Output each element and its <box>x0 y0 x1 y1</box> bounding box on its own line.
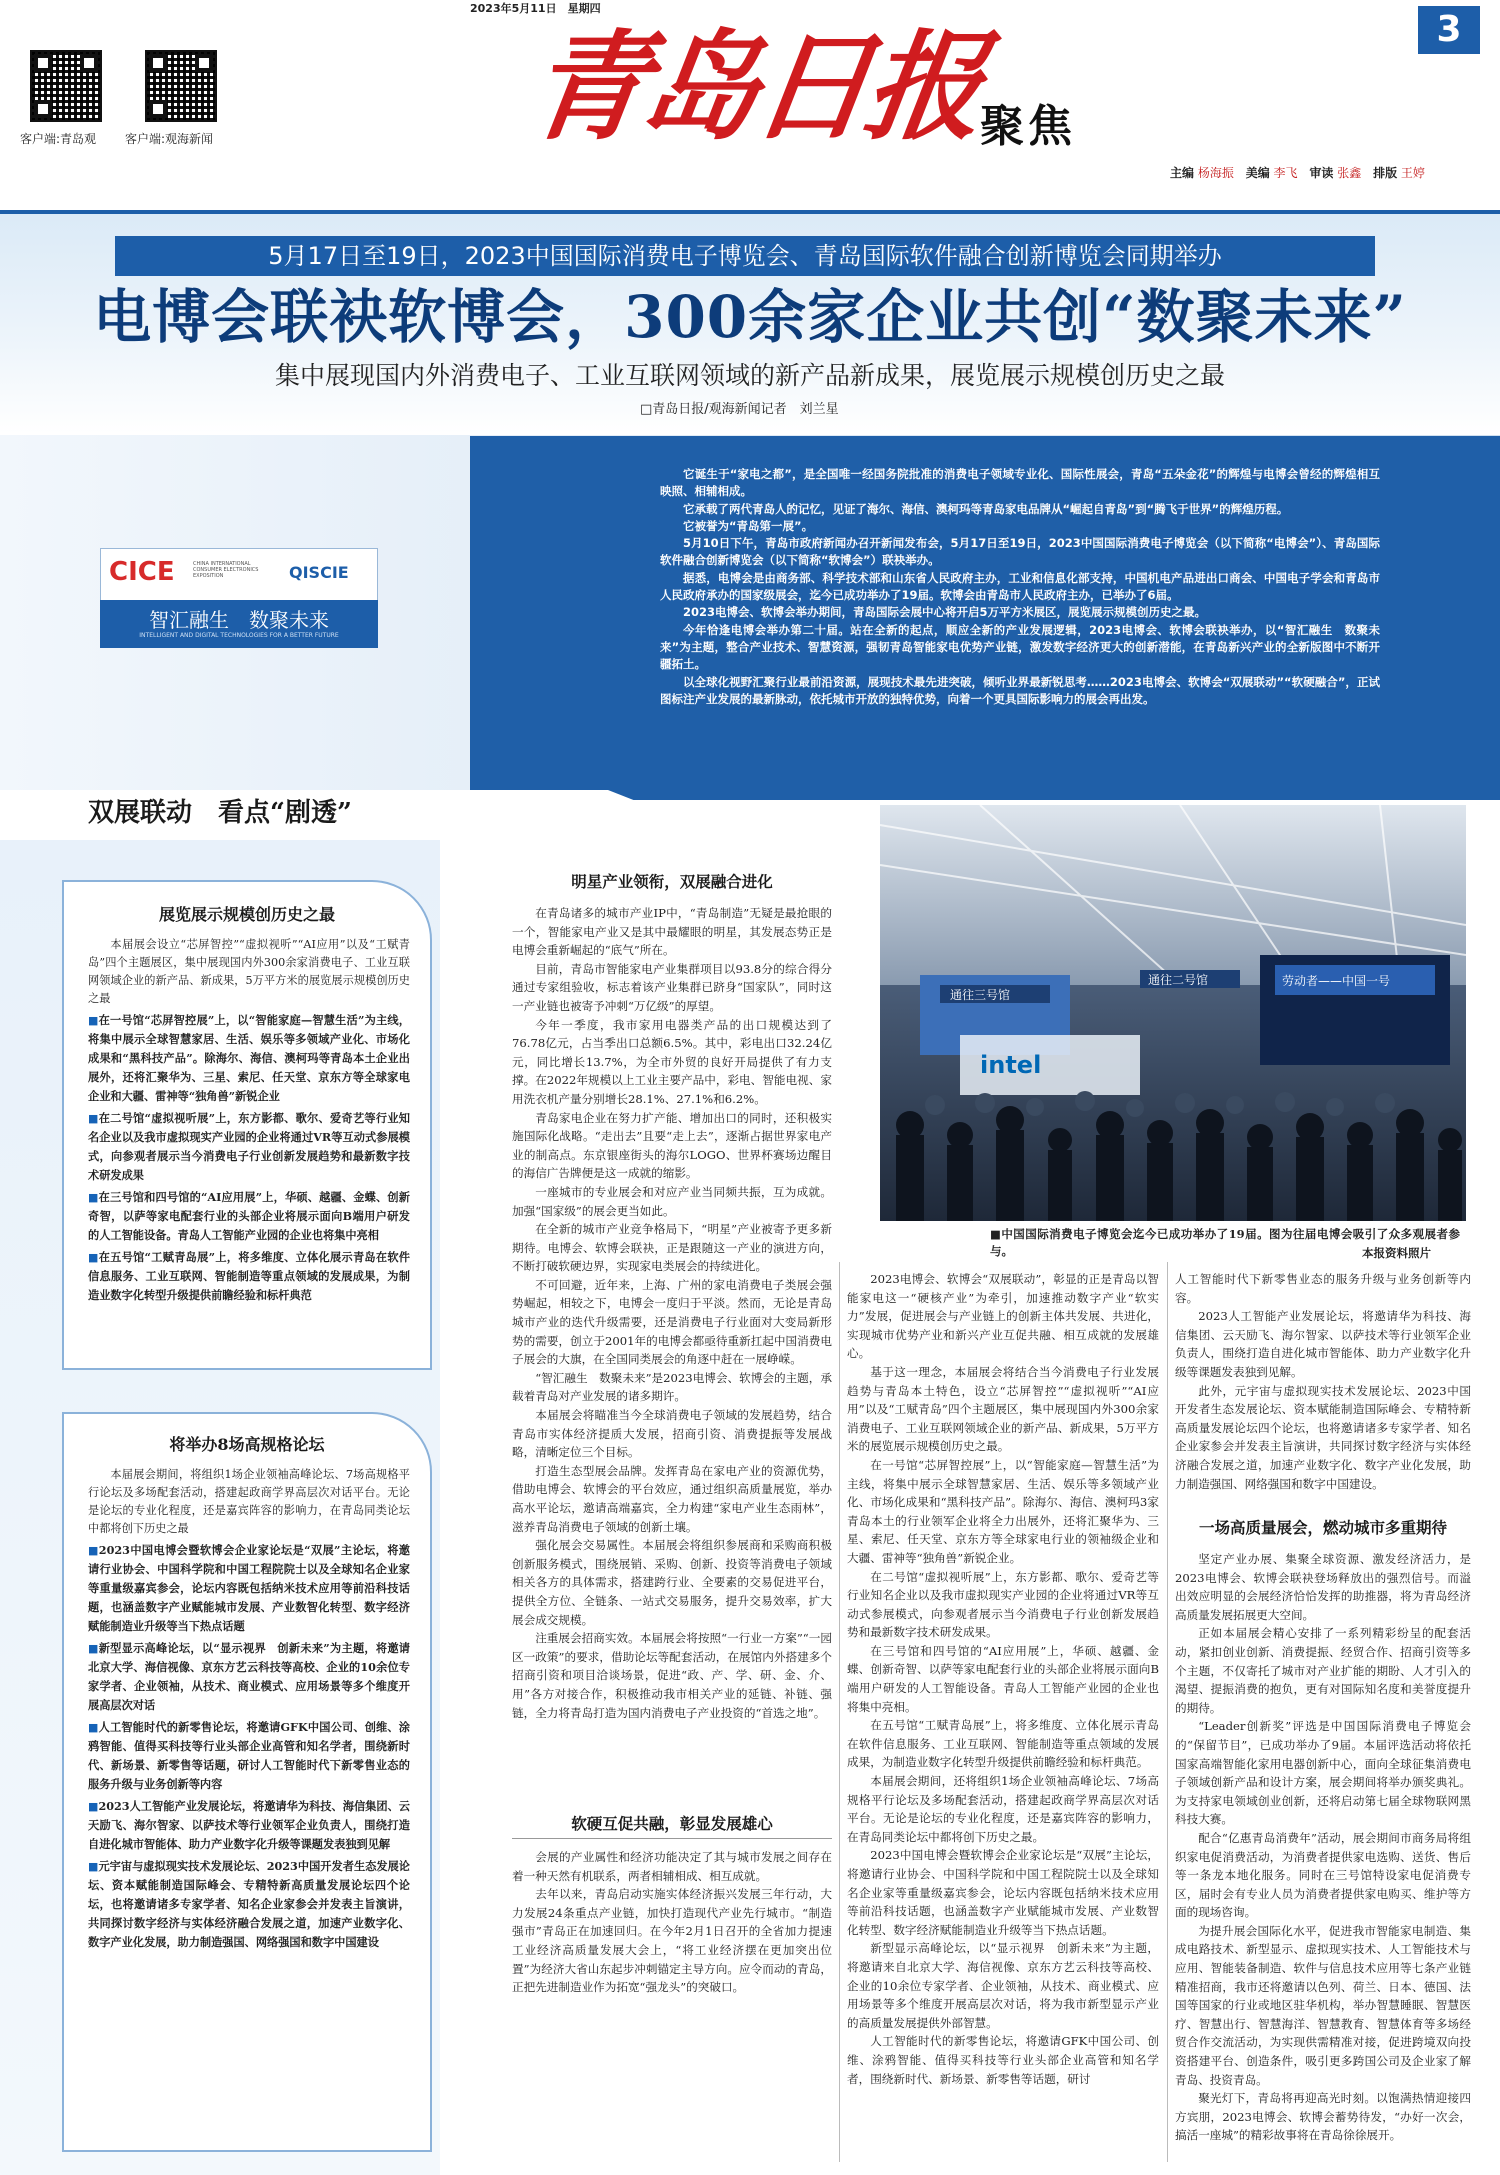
expo-slogan-card <box>100 600 378 648</box>
photo-credit: 本报资料照片 <box>1362 1246 1431 1260</box>
sidebar-box2-item: ■新型显示高峰论坛，以“显示视界 创新未来”为主题，将邀请北京大学、海信视像、京东方艺云科技等高校、企业的10余位专家学者、企业领袖，从技术、商业模式、应用场景等多个维度开展高层次对话 <box>88 1641 410 1712</box>
column-rule <box>1167 1262 1168 2162</box>
qr1-caption: 客户端:青岛观 <box>20 132 97 146</box>
headline: 电博会联袂软博会，300余家企业共创“数聚未来” <box>93 283 1407 351</box>
col3-body-a: 人工智能时代下新零售业态的服务升级与业务创新等内容。 2023人工智能产业发展论坛，将邀请华为科技、海信集团、云天励飞、海尔智家、以萨技术等行业领军企业负责人，围绕打造自进化城市智能体、助力产业数字化升级等课题发表独到见解。 此外，元宇宙与虚拟现实技术发展论坛、2023中国开发者生态发展论坛、资本赋能制造国际峰会、专精特新高质量发展论坛四个论坛，也将邀请诸多专家学者、知名企业家参会并发表主旨演讲，共同探讨数字经济与实体经济融合发展之道，加速产业数字化、数字产业化发展，助力制造强国、网络强国和数字中国建设。 <box>1175 1272 1471 1491</box>
col1-body: 在青岛诸多的城市产业IP中，“青岛制造”无疑是最抢眼的一个，智能家电产业又是其中最耀眼的明星，其发展态势正是电博会重新崛起的“底气”所在。 目前，青岛市智能家电产业集群项目以93.8分的综合得分通过专家组验收，标志着该产业集群已跻身“国家队”，同时这一产业链也被寄予冲刺“万亿级”的厚望。 今年一季度，我市家用电器类产品的出口规模达到了76.78亿元，占当季出口总额6.5%。其中，彩电出口32.24亿元，同比增长13.7%，为全市外贸的良好开局提供了有力支撑。在2022年规模以上工业主要产品中，彩电、智能电视、家用洗衣机产量分别增长28.1%、27.1%和6.2%。 青岛家电企业在努力扩产能、增加出口的同时，还积极实施国际化战略。“走出去”且要“走上去”，逐渐占据世界家电产业的制高点。东京银座街头的海尔LOGO、世界杯赛场边醒目的海信广告牌便是这一成就的缩影。 一座城市的专业展会和对应产业当同频共振，互为成就。加强“国家级”的展会更当如此。 在全新的城市产业竞争格局下，“明星”产业被寄予更多新期待。电博会、软博会联袂，正是跟随这一产业的演进方向，不断打破软硬边界，实现家电类展会的持续进化。 不可回避，近年来，上海、广州的家电消费电子类展会强势崛起，相较之下，电博会一度归于平淡。然而，无论是青岛城市产业的迭代升级需要，还是消费电子行业面对大变局新形势的需要，创立于2001年的电博会都亟待重新扛起中国消费电子展会的大旗，在全国同类展会的角逐中赶在一展峥嵘。 “智汇融生 数聚未来”是2023电博会、软博会的主题，承载着青岛对产业发展的诸多期许。 本届展会将瞄准当今全球消费电子领域的发展趋势，结合青岛市实体经济提质大发展，招商引资、消费提振等发展战略，清晰定位三个目标。 打造生态型展会品牌。发挥青岛在家电产业的资源优势，借助电博会、软博会的平台效应，通过组织高质量展览，举办高水平论坛，邀请高端嘉宾，全力构建“家电产业生态雨林”，滋养青岛消费电子领域的创新土壤。 强化展会交易属性。本届展会将组织参展商和采购商积极创新服务模式，围绕展销、采购、创新、投资等消费电子领域相关各方的具体需求，搭建跨行业、全要素的交易促进平台，提供全方位、全链条、一站式交易服务，提升交易效率，扩大展会成交规模。 注重展会招商实效。本届展会将按照“一行业一方案”“一园区一政策”的要求，借助论坛等配套活动，在展馆内外搭建多个招商引资和项目洽谈场景，促进“政、产、学、研、金、介、用”各方对接合作，积极推动我市相关产业的延链、补链、强链，全力将青岛打造为国内消费电子产业投资的“首选之地”。 <box>512 906 832 1720</box>
sidebar-box2-item: ■人工智能时代的新零售论坛，将邀请GFK中国公司、创维、涂鸦智能、值得买科技等行业头部企业高管和知名学者，围绕新时代、新场景、新零售等话题，研讨人工智能时代下新零售业态的服务升级与业务创新等内容 <box>88 1720 410 1791</box>
sidebar-box1-item: ■在二号馆“虚拟视听展”上，东方影都、歌尔、爱奇艺等行业知名企业以及我市虚拟现实产业园的企业将通过VR等互动式参展模式，向参观者展示当今消费电子行业创新发展趋势和最新数字技术研发成果 <box>88 1111 410 1182</box>
column-rule <box>839 1262 840 2162</box>
booth-sign-2: 通往二号馆 <box>1148 973 1209 987</box>
byline: □青岛日报/观海新闻记者 刘兰星 <box>640 402 839 417</box>
banner-kicker: 5月17日至19日，2023中国国际消费电子博览会、青岛国际软件融合创新博览会同期举办 <box>115 236 1375 276</box>
sidebar-box2-body: 本届展会期间，将组织1场企业领袖高峰论坛、7场高规格平行论坛及多场配套活动，搭建起政商学界高层次对话平台。无论是论坛的专业化程度，还是嘉宾阵容的影响力，在青岛同类论坛中都将创下历史之最 ■2023中国电博会暨软博会企业家论坛是“双展”主论坛，将邀请行业协会、中国科学院和中国工程院院士以及全球知名企业家等重量级嘉宾参会，论坛内容既包括纳米技术应用等前沿科技话题，也涵盖数字产业赋能城市发展、产业数智化转型、数字经济赋能制造业升级等当下热点话题 ■新型显示高峰论坛，以“显示视界 创新未来”为主题，将邀请北京大学、海信视像、京东方艺云科技等高校、企业的10余位专家学者、企业领袖，从技术、商业模式、应用场景等多个维度开展高层次对话 ■人工智能时代的新零售论坛，将邀请GFK中国公司、创维、涂鸦智能、值得买科技等行业头部企业高管和知名学者，围绕新时代、新场景、新零售等话题，研讨人工智能时代下新零售业态的服务升级与业务创新等内容 ■2023人工智能产业发展论坛，将邀请华为科技、海信集团、云天励飞、海尔智家、以萨技术等行业领军企业负责人，围绕打造自进化城市智能体、助力产业数字化升级等课题发表独到见解 ■元宇宙与虚拟现实技术发展论坛、2023中国开发者生态发展论坛、资本赋能制造国际峰会、专精特新高质量发展论坛四个论坛，也将邀请诸多专家学者、知名企业家参会并发表主旨演讲，共同探讨数字经济与实体经济融合发展之道，加速产业数字化、数字产业化发展，助力制造强国、网络强国和数字中国建设 <box>88 1466 410 1955</box>
booth-sign-3: 劳动者——中国一号 <box>1282 974 1391 988</box>
sidebar-box2-item: ■元宇宙与虚拟现实技术发展论坛、2023中国开发者生态发展论坛、资本赋能制造国际峰会、专精特新高质量发展论坛四个论坛，也将邀请诸多专家学者、知名企业家参会并发表主旨演讲，共同探讨数字经济与实体经济融合发展之道，加速产业数字化、数字产业化发展，助力制造强国、网络强国和数字中国建设 <box>88 1859 410 1949</box>
sidebar-box1-item: ■在一号馆“芯屏智控展”上，以“智能家庭—智慧生活”为主线，将集中展示全球智慧家居、生活、娱乐等多领域产业化、市场化成果和“黑科技产品”。除海尔、海信、澳柯玛等青岛本土企业出展外，还将汇聚华为、三星、索尼、任天堂、京东方等全球家电企业和大疆、雷神等“独角兽”新锐企业 <box>88 1013 410 1103</box>
page-number: 3 <box>1418 6 1480 54</box>
col1-continuation: 会展的产业属性和经济功能决定了其与城市发展之间存在着一种天然有机联系，两者相辅相成、相互成就。 去年以来，青岛启动实施实体经济振兴发展三年行动，大力发展24条重点产业链，加快打造现代产业先行城市。“制造强市”青岛正在加速回归。在今年2月1日召开的全省加力提速工业经济高质量发展大会上，“将工业经济摆在更加突出位置”为经济大省山东起步冲刺锚定主导方向。应令而动的青岛，正把先进制造业作为拓宽“强龙头”的突破口。 <box>512 1850 832 1995</box>
sidebar-box2-item: ■2023人工智能产业发展论坛，将邀请华为科技、海信集团、云天励飞、海尔智家、以萨技术等行业领军企业负责人，围绕打造自进化城市智能体、助力产业数字化升级等课题发表独到见解 <box>88 1799 410 1851</box>
cice-subtitle: CHINA INTERNATIONAL CONSUMER ELECTRONICS EXPOSITION <box>193 561 259 579</box>
expo-slogan: 智汇融生 数聚未来 <box>149 608 329 632</box>
col2-title-rule <box>512 1838 832 1839</box>
qiscie-logo: QISCIE <box>289 563 349 582</box>
booth-brand-logo: intel <box>980 1051 1042 1079</box>
intro-text: 它诞生于“家电之都”，是全国唯一经国务院批准的消费电子领域专业化、国际性展会，青岛“五朵金花”的辉煌与电博会曾经的辉煌相互映照、相辅相成。 它承载了两代青岛人的记忆，见证了海尔、海信、澳柯玛等青岛家电品牌从“崛起自青岛”到“腾飞于世界”的辉煌历程。 它被誉为“青岛第一展”。 5月10日下午，青岛市政府新闻办召开新闻发布会，5月17日至19日，2023中国国际消费电子博览会（以下简称“电博会”）、青岛国际软件融合创新博览会（以下简称“软博会”）联袂举办。 据悉，电博会是由商务部、科学技术部和山东省人民政府主办，工业和信息化部支持，中国机电产品进出口商会、中国电子学会和青岛市人民政府承办的国家级展会，迄今已成功举办了19届。软博会由青岛市人民政府主办，已举办了6届。 2023电博会、软博会举办期间，青岛国际会展中心将开启5万平方米展区，展览展示规模创历史之最。 今年恰逢电博会举办第二十届。站在全新的起点，顺应全新的产业发展逻辑，2023电博会、软博会联袂举办，以“智汇融生 数聚未来”为主题，整合产业技术、智慧资源，强韧青岛智能家电优势产业链，激发数字经济更大的创新潜能，在青岛新兴产业的全新版图中不断开疆拓土。 以全球化视野汇聚行业最前沿资源，展现技术最先进突破，倾听业界最新锐思考……2023电博会、软博会“双展联动”“软硬融合”，正试图标注产业发展的最新脉动，依托城市开放的独特优势，向着一个更具国际影响力的展会再出发。 <box>660 467 1380 706</box>
subhead: 集中展现国内外消费电子、工业互联网领域的新产品新成果，展览展示规模创历史之最 <box>274 361 1225 390</box>
col2-body: 2023电博会、软博会“双展联动”，彰显的正是青岛以智能家电这一“硬核产业”为牵引，加速推动数字产业“软实力”发展，促进展会与产业链上的创新主体共发展、共进化，实现城市优势产业和新兴产业互促共融、相互成就的发展雄心。 基于这一理念，本届展会将结合当今消费电子行业发展趋势与青岛本土特色，设立“芯屏智控”“虚拟视听”“AI应用”以及“工赋青岛”四个主题展区，集中展现国内外300余家消费电子、工业互联网领域企业的新产品、新成果，5万平方米的展览展示规模创历史之最。 在一号馆“芯屏智控展”上，以“智能家庭—智慧生活”为主线，将集中展示全球智慧家居、生活、娱乐等多领域产业化、市场化成果和“黑科技产品”。除海尔、海信、澳柯玛3家青岛本土的行业领军企业将全力出展外，还将汇聚华为、三星、索尼、任天堂、京东方等全球家电行业的领袖级企业和大疆、雷神等“独角兽”新锐企业。 在二号馆“虚拟视听展”上，东方影都、歌尔、爱奇艺等行业知名企业以及我市虚拟现实产业园的企业将通过VR等互动式参展模式，向参观者展示当今消费电子行业创新发展趋势和最新数字技术研发成果。 在三号馆和四号馆的“AI应用展”上，华硕、越疆、金蝶、创新奇智、以萨等家电配套行业的头部企业将展示面向B端用户研发的人工智能设备。青岛人工智能产业园的企业也将集中亮相。 在五号馆“工赋青岛展”上，将多维度、立体化展示青岛在软件信息服务、工业互联网、智能制造等重点领域的发展成果，为制造业数字化转型升级提供前瞻经验和标杆典范。 本届展会期间，还将组织1场企业领袖高峰论坛、7场高规格平行论坛及多场配套活动，搭建起政商学界高层次对话平台。无论是论坛的专业化程度，还是嘉宾阵容的影响力，在青岛同类论坛中都将创下历史之最。 2023中国电博会暨软博会企业家论坛是“双展”主论坛，将邀请行业协会、中国科学院和中国工程院院士以及全球知名企业家等重量级嘉宾参会，论坛内容既包括纳米技术应用等前沿科技话题，也涵盖数字产业赋能城市发展、产业数智化转型、数字经济赋能制造业升级等当下热点话题。 新型显示高峰论坛，以“显示视界 创新未来”为主题，将邀请来自北京大学、海信视像、京东方艺云科技等高校、企业的10余位专家学者、企业领袖，从技术、商业模式、应用场景等多个维度开展高层次对话，将为我市新型显示产业的高质量发展提供外部智慧。 人工智能时代的新零售论坛，将邀请GFK中国公司、创维、涂鸦智能、值得买科技等行业头部企业高管和知名学者，围绕新时代、新场景、新零售等话题，研讨 <box>847 1272 1159 2086</box>
qr-code-guanhai-app[interactable] <box>145 50 217 122</box>
section-title: 聚焦 <box>980 101 1076 152</box>
booth-sign-1: 通往三号馆 <box>950 988 1011 1002</box>
cice-logo: CICE <box>109 557 175 587</box>
col3-body-b: 坚定产业办展、集聚全球资源、激发经济活力，是2023电博会、软博会联袂登场释放出的强烈信号。而溢出效应明显的会展经济恰恰发挥的助推器，将为青岛经济高质量发展拓展更大空间。 正如本届展会精心安排了一系列精彩纷呈的配套活动，紧扣创业创新、消费提振、经贸合作、招商引资等多个主题，不仅寄托了城市对产业扩能的期盼、人才引入的渴望、提振消费的抱负，更有对国际知名度和美誉度提升的期待。 “Leader创新奖”评选是中国国际消费电子博览会的“保留节目”，已成功举办了9届。本届评选活动将依托国家高端智能化家用电器创新中心，面向全球征集消费电子领域创新产品和设计方案，展会期间将举办颁奖典礼。为支持家电领域创业创新，还将启动第七届全球物联网黑科技大赛。 配合“亿惠青岛消费年”活动，展会期间市商务局将组织家电促消费活动，为消费者提供家电选购、送货、售后等一条龙本地化服务。同时在三号馆特设家电促消费专区，届时会有专业人员为消费者提供家电购买、维护等方面的现场咨询。 为提升展会国际化水平，促进我市智能家电制造、集成电路技术、新型显示、虚拟现实技术、人工智能技术与应用、智能装备制造、软件与信息技术应用等七条产业链精准招商，我市还将邀请以色列、荷兰、日本、德国、法国等国家的行业或地区驻华机构，举办智慧睡眠、智慧医疗、智慧出行、智慧海洋、智慧教育、智慧体育等多场经贸合作交流活动，为实现供需精准对接，促进跨境双向投资搭建平台、创造条件，吸引更多跨国公司及企业家了解青岛、投资青岛。 聚光灯下，青岛将再迎高光时刻。以饱满热情迎接四方宾朋，2023电博会、软博会蓄势待发，“办好一次会，搞活一座城”的精彩故事将在青岛徐徐展开。 <box>1175 1552 1471 2143</box>
sidebar-box1-item: ■在三号馆和四号馆的“AI应用展”上，华硕、越疆、金蝶、创新奇智，以萨等家电配套行业的头部企业将展示面向B端用户研发的人工智能设备。青岛人工智能产业园的企业也将集中亮相 <box>88 1190 410 1242</box>
qr2-caption: 客户端:观海新闻 <box>125 132 214 146</box>
editor-credits: 主编 杨海振 美编 李飞 审读 张鑫 排版 王婷 <box>1170 166 1425 180</box>
photo-caption: ■中国国际消费电子博览会迄今已成功举办了19届。图为往届电博会吸引了众多观展者参与。 <box>990 1227 1460 1258</box>
col3-subheading: 一场高质量展会，燃动城市多重期待 <box>1198 1518 1447 1537</box>
sidebar-box2-item: ■2023中国电博会暨软博会企业家论坛是“双展”主论坛，将邀请行业协会、中国科学院和中国工程院院士以及全球知名企业家等重量级嘉宾参会，论坛内容既包括纳米技术应用等前沿科技话题，也涵盖数字产业赋能城市发展、产业数智化转型、数字经济赋能制造业升级等当下热点话题 <box>88 1543 410 1633</box>
expo-hall-illustration <box>880 805 1466 1221</box>
date-line: 2023年5月11日 星期四 <box>470 2 601 15</box>
section-label: 双展联动 看点“剧透” <box>88 798 352 828</box>
sidebar-box2-title: 将举办8场高规格论坛 <box>169 1435 325 1454</box>
qr-code-qingdao-app[interactable] <box>30 50 102 122</box>
col1-subheading: 明星产业领衔，双展融合进化 <box>571 872 773 891</box>
sidebar-box1-body: 本届展会设立“芯屏智控”“虚拟视听”“AI应用”以及“工赋青岛”四个主题展区，集中展现国内外300余家消费电子、工业互联网领域企业的新产品、新成果，5万平方米的展览展示规模创历史之最 ■在一号馆“芯屏智控展”上，以“智能家庭—智慧生活”为主线，将集中展示全球智慧家居、生活、娱乐等多领域产业化、市场化成果和“黑科技产品”。除海尔、海信、澳柯玛等青岛本土企业出展外，还将汇聚华为、三星、索尼、任天堂、京东方等全球家电企业和大疆、雷神等“独角兽”新锐企业 ■在二号馆“虚拟视听展”上，东方影都、歌尔、爱奇艺等行业知名企业以及我市虚拟现实产业园的企业将通过VR等互动式参展模式，向参观者展示当今消费电子行业创新发展趋势和最新数字技术研发成果 ■在三号馆和四号馆的“AI应用展”上，华硕、越疆、金蝶、创新奇智，以萨等家电配套行业的头部企业将展示面向B端用户研发的人工智能设备。青岛人工智能产业园的企业也将集中亮相 ■在五号馆“工赋青岛展”上，将多维度、立体化展示青岛在软件信息服务、工业互联网、智能制造等重点领域的发展成果，为制造业数字化转型升级提供前瞻经验和标杆典范 <box>88 936 410 1308</box>
sidebar-box1-item: ■在五号馆“工赋青岛展”上，将多维度、立体化展示青岛在软件信息服务、工业互联网、智能制造等重点领域的发展成果，为制造业数字化转型升级提供前瞻经验和标杆典范 <box>88 1250 410 1302</box>
expo-slogan-en: INTELLIGENT AND DIGITAL TECHNOLOGIES FOR A BETTER FUTURE <box>139 632 339 639</box>
col2-subheading: 软硬互促共融，彰显发展雄心 <box>571 1814 773 1833</box>
expo-photo <box>880 805 1466 1221</box>
masthead-logo: 青岛日报 <box>520 17 988 156</box>
sidebar-box1-title: 展览展示规模创历史之最 <box>158 905 335 924</box>
